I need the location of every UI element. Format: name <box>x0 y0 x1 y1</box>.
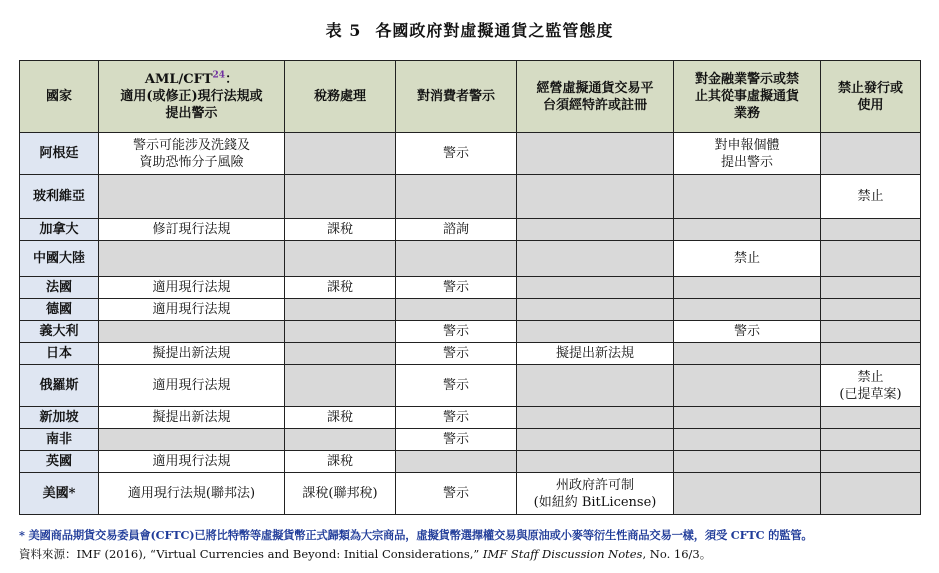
ban-cell <box>821 473 921 515</box>
consumer-cell: 警示 <box>396 321 517 343</box>
tax-cell <box>285 241 396 277</box>
table-row <box>20 407 921 429</box>
consumer-cell: 諮詢 <box>396 219 517 241</box>
license-cell <box>517 219 674 241</box>
consumer-cell <box>396 241 517 277</box>
ban-cell <box>821 299 921 321</box>
tax-cell <box>285 321 396 343</box>
license-cell <box>517 299 674 321</box>
ban-cell <box>821 241 921 277</box>
finance-cell <box>674 365 821 407</box>
tax-cell <box>285 365 396 407</box>
footnote-ref: 24 <box>212 70 226 81</box>
ban-cell <box>821 407 921 429</box>
license-cell: 擬提出新法規 <box>517 343 674 365</box>
consumer-cell: 警示 <box>396 277 517 299</box>
license-cell <box>517 451 674 473</box>
table-row <box>20 321 921 343</box>
table-row <box>20 343 921 365</box>
source-citation: 資料來源：IMF (2016), “Virtual Currencies and Beyond: Initial Considerations,” IMF Staff Discussion Notes, No. 16/3。 <box>19 547 712 561</box>
finance-cell <box>674 299 821 321</box>
header-consumer: 對消費者警示 <box>396 61 517 133</box>
table-row <box>20 299 921 321</box>
finance-cell <box>674 175 821 219</box>
country-cell: 南非 <box>20 429 99 451</box>
consumer-cell: 警示 <box>396 407 517 429</box>
finance-cell <box>674 277 821 299</box>
aml-cell: 擬提出新法規 <box>99 407 285 429</box>
aml-cell: 適用現行法規 <box>99 365 285 407</box>
country-cell: 玻利維亞 <box>20 175 99 219</box>
license-cell <box>517 277 674 299</box>
license-cell <box>517 175 674 219</box>
aml-cell: 適用現行法規 <box>99 299 285 321</box>
country-cell: 法國 <box>20 277 99 299</box>
tax-cell: 課稅 <box>285 407 396 429</box>
consumer-cell <box>396 175 517 219</box>
country-cell: 加拿大 <box>20 219 99 241</box>
finance-cell <box>674 429 821 451</box>
tax-cell <box>285 175 396 219</box>
ban-cell <box>821 429 921 451</box>
country-cell: 俄羅斯 <box>20 365 99 407</box>
consumer-cell: 警示 <box>396 343 517 365</box>
finance-cell <box>674 473 821 515</box>
consumer-cell <box>396 299 517 321</box>
finance-cell <box>674 407 821 429</box>
aml-cell: 警示可能涉及洗錢及 資助恐怖分子風險 <box>99 133 285 175</box>
aml-cell <box>99 175 285 219</box>
ban-cell <box>821 321 921 343</box>
finance-cell <box>674 343 821 365</box>
table-row <box>20 241 921 277</box>
license-cell <box>517 429 674 451</box>
consumer-cell: 警示 <box>396 133 517 175</box>
ban-cell <box>821 133 921 175</box>
regulation-table <box>19 60 921 515</box>
ban-cell <box>821 219 921 241</box>
consumer-cell: 警示 <box>396 429 517 451</box>
header-tax: 稅務處理 <box>285 61 396 133</box>
header-license: 經營虛擬通貨交易平 台須經特許或註冊 <box>517 61 674 133</box>
table-row <box>20 365 921 407</box>
country-cell: 阿根廷 <box>20 133 99 175</box>
ban-cell: 禁止 (已提草案) <box>821 365 921 407</box>
header-ban: 禁止發行或 使用 <box>821 61 921 133</box>
aml-cell <box>99 241 285 277</box>
finance-cell <box>674 451 821 473</box>
tax-cell: 課稅 <box>285 219 396 241</box>
aml-cell: 擬提出新法規 <box>99 343 285 365</box>
tax-cell <box>285 133 396 175</box>
country-cell: 英國 <box>20 451 99 473</box>
aml-cell: 適用現行法規 <box>99 277 285 299</box>
aml-cell: 適用現行法規(聯邦法) <box>99 473 285 515</box>
header-country: 國家 <box>20 61 99 133</box>
tax-cell: 課稅 <box>285 451 396 473</box>
country-cell: 德國 <box>20 299 99 321</box>
ban-cell <box>821 277 921 299</box>
tax-cell <box>285 299 396 321</box>
table-row <box>20 277 921 299</box>
license-cell <box>517 241 674 277</box>
table-row <box>20 219 921 241</box>
finance-cell <box>674 219 821 241</box>
license-cell <box>517 365 674 407</box>
country-cell: 新加坡 <box>20 407 99 429</box>
table-number: 表 5 <box>325 21 362 40</box>
tax-cell: 課稅 <box>285 277 396 299</box>
consumer-cell <box>396 451 517 473</box>
license-cell <box>517 407 674 429</box>
country-cell: 義大利 <box>20 321 99 343</box>
ban-cell <box>821 343 921 365</box>
ban-cell: 禁止 <box>821 175 921 219</box>
ban-cell <box>821 451 921 473</box>
table-body <box>20 133 921 515</box>
license-cell <box>517 321 674 343</box>
tax-cell <box>285 429 396 451</box>
tax-cell: 課稅(聯邦稅) <box>285 473 396 515</box>
table-row <box>20 175 921 219</box>
table-row <box>20 451 921 473</box>
finance-cell: 對申報個體 提出警示 <box>674 133 821 175</box>
table-title <box>0 18 939 41</box>
consumer-cell: 警示 <box>396 365 517 407</box>
header-row <box>20 61 921 133</box>
finance-cell: 警示 <box>674 321 821 343</box>
table-row <box>20 133 921 175</box>
country-cell: 日本 <box>20 343 99 365</box>
table-row <box>20 473 921 515</box>
table-title-text: 各國政府對虛擬通貨之監管態度 <box>375 21 614 40</box>
footnote: * 美國商品期貨交易委員會(CFTC)已將比特幣等虛擬貨幣正式歸類為大宗商品，虛擬貨幣選擇權交易與原油或小麥等衍生性商品交易一樣，須受 CFTC 的監管。 <box>19 528 813 542</box>
consumer-cell: 警示 <box>396 473 517 515</box>
aml-cell: 適用現行法規 <box>99 451 285 473</box>
header-aml: AML/CFT$^{24}$： 適用(或修正)現行法規或 提出警示 <box>99 61 285 133</box>
country-cell: 中國大陸 <box>20 241 99 277</box>
country-cell: 美國* <box>20 473 99 515</box>
aml-cell <box>99 429 285 451</box>
header-finance: 對金融業警示或禁 止其從事虛擬通貨 業務 <box>674 61 821 133</box>
license-cell <box>517 133 674 175</box>
license-cell: 州政府許可制 (如紐約 BitLicense) <box>517 473 674 515</box>
finance-cell: 禁止 <box>674 241 821 277</box>
table-row <box>20 429 921 451</box>
tax-cell <box>285 343 396 365</box>
aml-cell <box>99 321 285 343</box>
aml-cell: 修訂現行法規 <box>99 219 285 241</box>
